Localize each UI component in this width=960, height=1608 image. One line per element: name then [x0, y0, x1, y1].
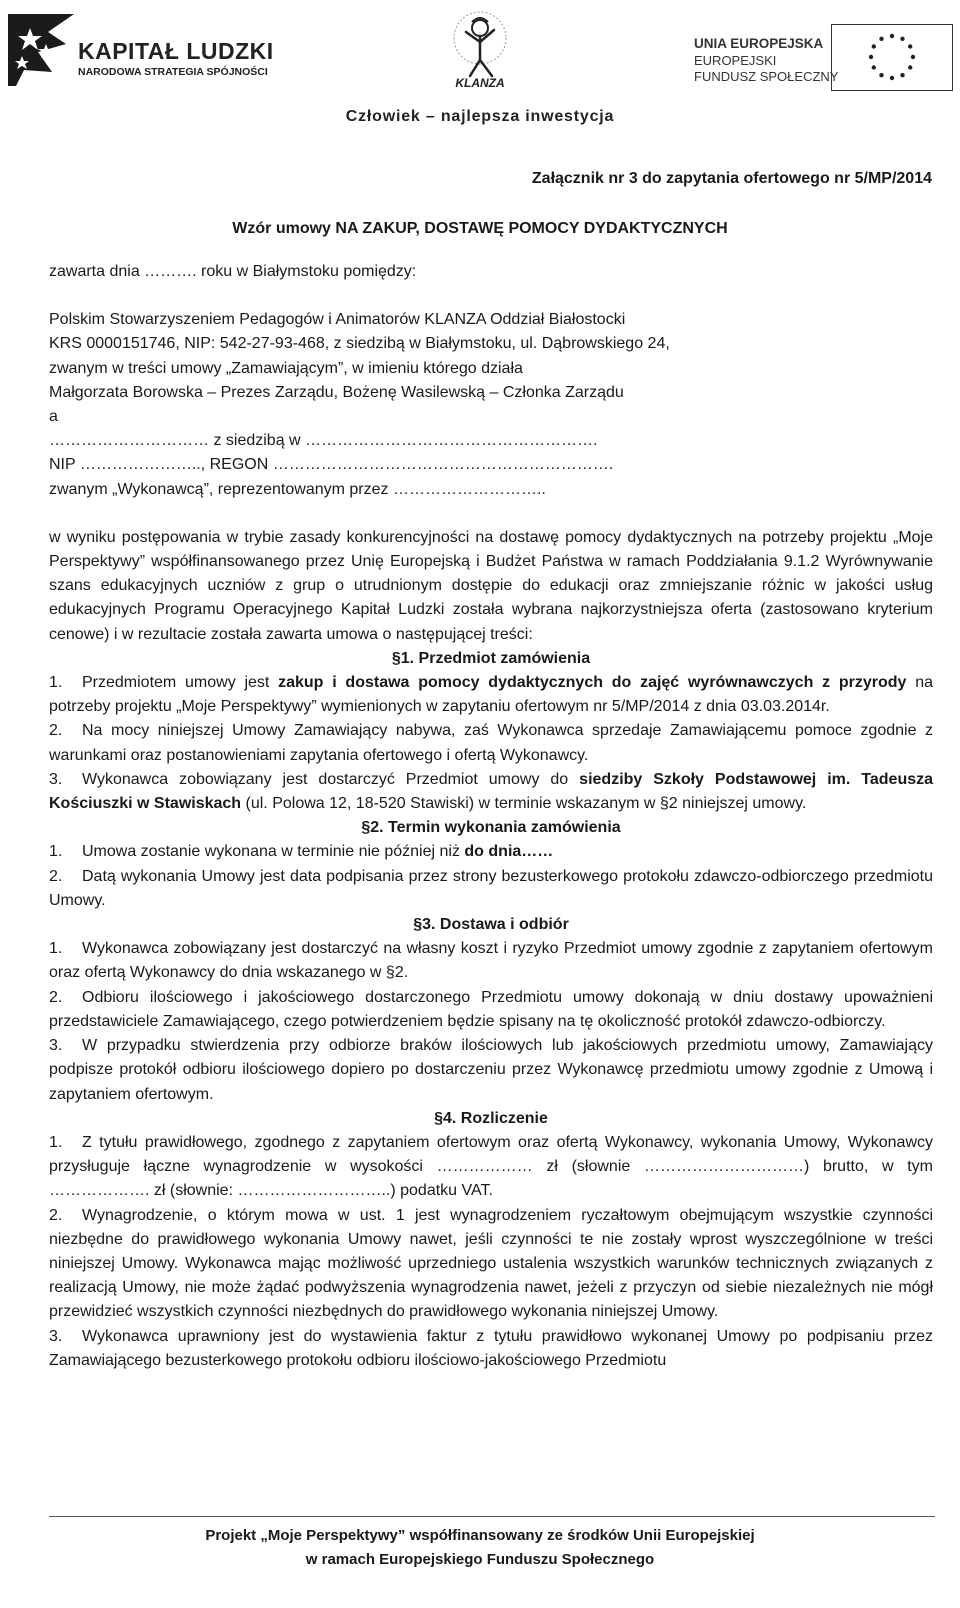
party-line: NIP ………………….., REGON ………………………………………………………. — [49, 456, 614, 474]
kapital-ludzki-title: KAPITAŁ LUDZKI — [78, 38, 274, 64]
party-line: KRS 0000151746, NIP: 542-27-93-468, z siedzibą w Białymstoku, ul. Dąbrowskiego 24, — [49, 335, 670, 353]
kapital-ludzki-subtitle: NARODOWA STRATEGIA SPÓJNOŚCI — [78, 66, 268, 78]
eu-stars-icon — [832, 25, 951, 89]
attachment-label: Załącznik nr 3 do zapytania ofertowego nr 5/MP/2014 — [531, 170, 932, 187]
ue-title: UNIA EUROPEJSKA — [694, 36, 824, 51]
parties-block — [49, 308, 933, 502]
s4-item-2: 2. Wynagrodzenie, o którym mowa w ust. 1 jest wynagrodzeniem ryczałtowym obejmującym wszystkie czynności niezbędne do prawidłowego wykonania Umowy nawet, jeśli czynności te nie zostały wprost wyszczególnione w treści niniejszej Umowy. Wykonawca mając możliwość uprzedniego ustalenia wszystkich warunków technicznych związanych z realizacją Umowy, nie może żądać podwyższenia wynagrodzenia nawet, jeżeli z przyczyn od siebie niezależnych nie mógł przewidzieć wszystkich czynności niezbędnych do prawidłowego wykonania niniejszej Umowy. — [49, 1206, 933, 1321]
s1-item-1: 1. Przedmiotem umowy jest zakup i dostawa pomocy dydaktycznych do zajęć wyrównawczych z przyrody na potrzeby projektu „Moje Perspektywy” wymienionych w zapytaniu ofertowym nr 5/MP/2014 z dnia 03.03.2014r. — [49, 674, 933, 716]
eu-flag — [831, 24, 953, 91]
s4-item-3: 3. Wykonawca uprawniony jest do wystawienia faktur z tytułu prawidłowo wykonanej Umowy po podpisaniu przez Zamawiającego bezusterkowego protokołu odbioru ilościowo-jakościowego Przedmiotu — [49, 1327, 933, 1369]
section-3-heading: §3. Dostawa i odbiór — [413, 916, 569, 934]
ue-line-efs: EUROPEJSKI — [694, 53, 777, 68]
party-line: a — [49, 408, 58, 426]
s2-item-1: 1. Umowa zostanie wykonana w terminie nie później niż do dnia…… — [49, 843, 554, 861]
motto: Człowiek – najlepsza inwestycja — [345, 108, 615, 125]
footer-divider — [49, 1516, 935, 1517]
party-line: zwanym „Wykonawcą”, reprezentowanym przez ……………………….. — [49, 480, 546, 498]
s3-item-1: 1. Wykonawca zobowiązany jest dostarczyć na własny koszt i ryzyko Przedmiot umowy zgodnie z zapytaniem ofertowym oraz ofertą Wykonawcy do dnia wskazanego w §2. — [49, 940, 933, 982]
s3-item-2: 2. Odbioru ilościowego i jakościowego dostarczonego Przedmiotu umowy dokonają w dniu dostawy upoważnieni przedstawiciele Zamawiającego, czego potwierdzeniem będzie spisany na tę okoliczność protokół zdawczo-odbiorczy. — [49, 988, 933, 1030]
section-4-heading: §4. Rozliczenie — [434, 1109, 548, 1127]
preamble: w wyniku postępowania w trybie zasady konkurencyjności na dostawę pomocy dydaktycznych na potrzeby projektu „Moje Perspektywy” współfinansowanego przez Unię Europejską i Budżet Państwa w ramach Poddziałania 9.1.2 Wyrównywanie szans edukacyjnych uczniów z grup o utrudnionym dostępie do edukacji oraz zmniejszanie różnic w jakości usług edukacyjnych Programu Operacyjnego Kapitał Ludzki została wybrana najkorzystniejsza oferta (zastosowano kryterium cenowe) i w rezultacie została zawarta umowa o następującej treści: — [49, 528, 933, 643]
klanza-logo — [440, 8, 520, 96]
s1-item-3: 3. Wykonawca zobowiązany jest dostarczyć Przedmiot umowy do siedziby Szkoły Podstawowej im. Tadeusza Kościuszki w Stawiskach (ul. Polowa 12, 18-520 Stawiski) w terminie wskazanym w §2 niniejszej umowy. — [49, 770, 934, 813]
intro-line: zawarta dnia ………. roku w Białymstoku pomiędzy: — [49, 263, 417, 280]
contract-body — [49, 260, 933, 1373]
s2-item-2: 2. Datą wykonania Umowy jest data podpisania przez strony bezusterkowego protokołu zdawczo-odbiorczego przedmiotu Umowy. — [49, 867, 933, 909]
ue-line-fund: FUNDUSZ SPOŁECZNY — [694, 69, 839, 84]
party-line: ………………………… z siedzibą w ………………………………………………. — [49, 432, 598, 450]
party-line: zwanym w treści umowy „Zamawiającym”, w imieniu którego działa — [49, 359, 523, 377]
kapital-ludzki-emblem-icon — [8, 14, 78, 86]
klanza-text: KLANZA — [455, 76, 505, 90]
party-line: Polskim Stowarzyszeniem Pedagogów i Animatorów KLANZA Oddział Białostocki — [49, 311, 626, 329]
party-line: Małgorzata Borowska – Prezes Zarządu, Bożenę Wasilewską – Członka Zarządu — [49, 383, 624, 401]
document-title: Wzór umowy NA ZAKUP, DOSTAWĘ POMOCY DYDAKTYCZNYCH — [232, 220, 728, 237]
section-1-heading: §1. Przedmiot zamówienia — [391, 649, 591, 667]
s1-item-2: 2. Na mocy niniejszej Umowy Zamawiający nabywa, zaś Wykonawca sprzedaje Zamawiającemu pomoce zgodnie z warunkami oraz postanowieniami zapytania ofertowego i ofertą Wykonawcy. — [49, 722, 933, 764]
s3-item-3: 3. W przypadku stwierdzenia przy odbiorze braków ilościowych lub jakościowych przedmiotu umowy, Zamawiający podpisze protokół odbioru ilościowego dopiero po dostarczeniu przez Wykonawcę przedmiotu umowy zgodnie z Umową i zapytaniem ofertowym. — [49, 1037, 933, 1103]
footer-line-1: Projekt „Moje Perspektywy” współfinansowany ze środków Unii Europejskiej — [205, 1527, 755, 1544]
s4-item-1: 1. Z tytułu prawidłowego, zgodnego z zapytaniem ofertowym oraz ofertą Wykonawcy, wykonania Umowy, Wykonawcy przysługuje łączne wynagrodzenie w wysokości ……………… zł (słownie …………………………) brutto, w tym ………………. zł (słownie: ………………………..) podatku VAT. — [49, 1133, 933, 1200]
footer-line-2: w ramach Europejskiego Funduszu Społecznego — [305, 1551, 655, 1568]
section-2-heading: §2. Termin wykonania zamówienia — [361, 819, 621, 837]
